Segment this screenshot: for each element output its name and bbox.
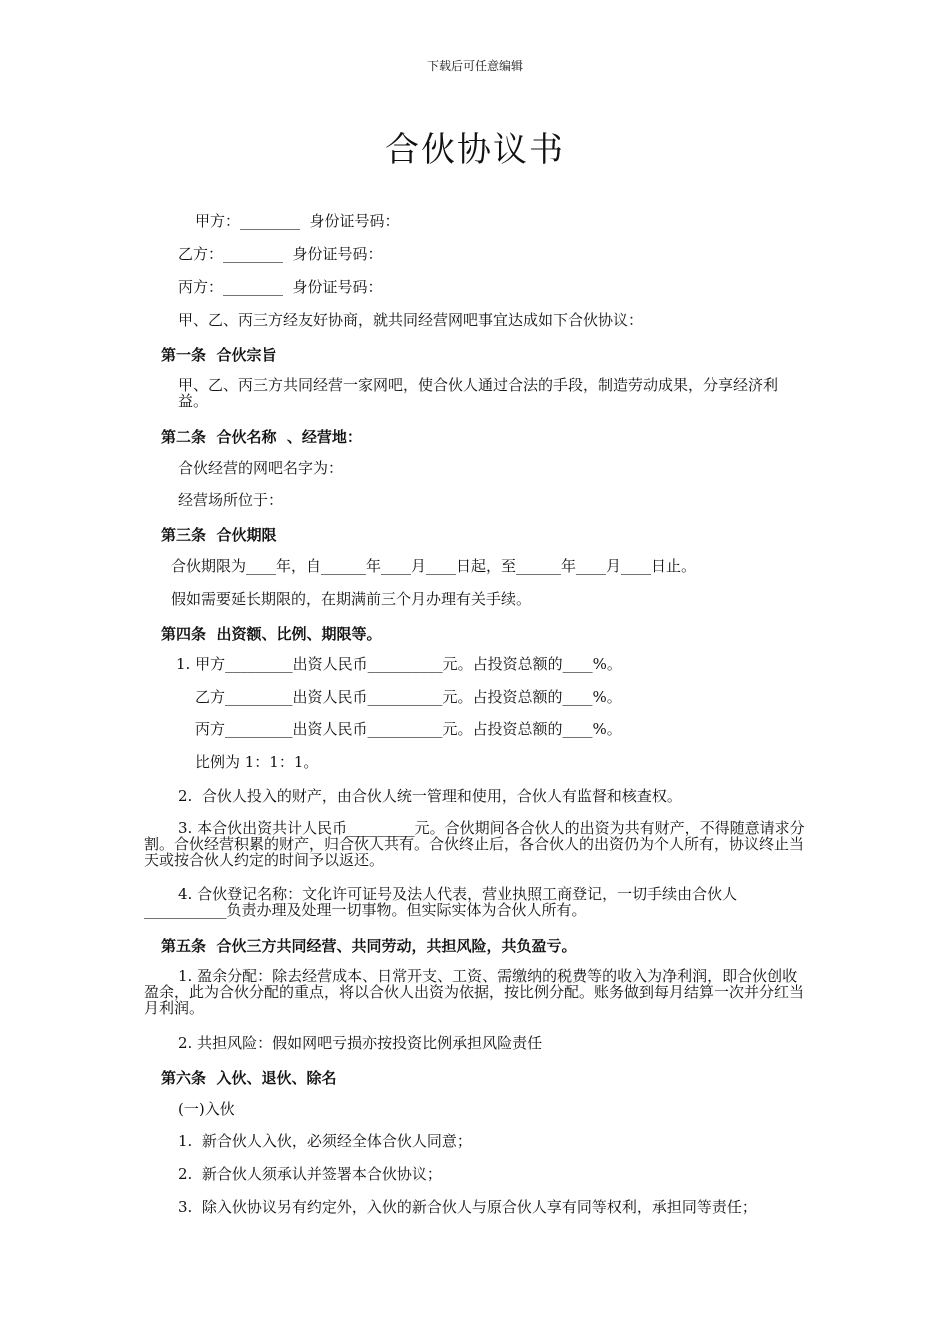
article-1-body: 甲、乙、丙三方共同经营一家网吧，使合伙人通过合法的手段，制造劳动成果，分享经济利益。 xyxy=(178,376,779,410)
article-2-heading: 第二条 合伙名称 、经营地： xyxy=(161,428,362,446)
article-5-item-1: 1. 盈余分配：除去经营成本、日常开支、工资、需缴纳的税费等的收入为净利润，即合伙创收盈余，此为合伙分配的重点，将以合伙人出资为依据，按比例分配。账务做到每月结算一次并分红当月利润。 xyxy=(144,967,805,1017)
party-c-line: 丙方：________ 身份证号码： xyxy=(178,278,383,296)
article-4-heading: 第四条 出资额、比例、期限等。 xyxy=(161,625,382,643)
party-b-line: 乙方：________ 身份证号码： xyxy=(178,245,383,263)
article-4-item-2: 2. 合伙人投入的财产，由合伙人统一管理和使用，合伙人有监督和核查权。 xyxy=(178,787,682,805)
article-5-item-2: 2. 共担风险：假如网吧亏损亦按投资比例承担风险责任 xyxy=(178,1034,543,1052)
article-2-name-line: 合伙经营的网吧名字为： xyxy=(178,459,344,477)
article-4-item-4: 4. 合伙登记名称：文化许可证号及法人代表，营业执照工商登记，一切手续由合伙人___________负责办理及处理一切事物。但实际实体为合伙人所有。 xyxy=(144,885,738,919)
article-6-sub-1: (一)入伙 xyxy=(178,1100,235,1118)
article-4-item-1-party-c: 丙方_________出资人民币__________元。占投资总额的____%。 xyxy=(195,720,622,738)
article-3-term-line: 合伙期限为____年，自______年____月____日起，至______年____月____日止。 xyxy=(171,557,697,575)
article-3-heading: 第三条 合伙期限 xyxy=(161,526,277,544)
article-2-place-line: 经营场所位于： xyxy=(178,491,284,509)
article-4-item-1-party-a: 1. 甲方_________出资人民币__________元。占投资总额的____%。 xyxy=(176,655,622,673)
article-5-heading: 第五条 合伙三方共同经营、共同劳动，共担风险，共负盈亏。 xyxy=(161,937,577,955)
party-a-line: 甲方：________ 身份证号码： xyxy=(195,212,400,230)
article-6-item-3: 3. 除入伙协议另有约定外，入伙的新合伙人与原合伙人享有同等权利，承担同等责任； xyxy=(178,1198,757,1216)
article-1-heading: 第一条 合伙宗旨 xyxy=(161,346,277,364)
article-3-extend-line: 假如需要延长期限的，在期满前三个月办理有关手续。 xyxy=(171,590,532,608)
article-6-item-1: 1. 新合伙人入伙，必须经全体合伙人同意； xyxy=(178,1132,472,1150)
article-6-item-2: 2. 新合伙人须承认并签署本合伙协议； xyxy=(178,1165,442,1183)
article-4-item-1-party-b: 乙方_________出资人民币__________元。占投资总额的____%。 xyxy=(195,688,622,706)
header-note: 下载后可任意编辑 xyxy=(426,59,523,73)
article-4-item-3: 3. 本合伙出资共计人民币_________元。合伙期间各合伙人的出资为共有财产，不得随意请求分割。合伙经营积累的财产，归合伙人共有。合伙终止后，各合伙人的出资仍为个人所有，协议终止当天或按合伙人约定的时间予以返还。 xyxy=(144,819,805,869)
article-4-ratio: 比例为 1：1：1。 xyxy=(195,753,319,771)
document-title: 合伙协议书 xyxy=(385,130,565,170)
article-6-heading: 第六条 入伙、退伙、除名 xyxy=(161,1069,337,1087)
intro-line: 甲、乙、丙三方经友好协商，就共同经营网吧事宜达成如下合伙协议： xyxy=(178,311,644,329)
